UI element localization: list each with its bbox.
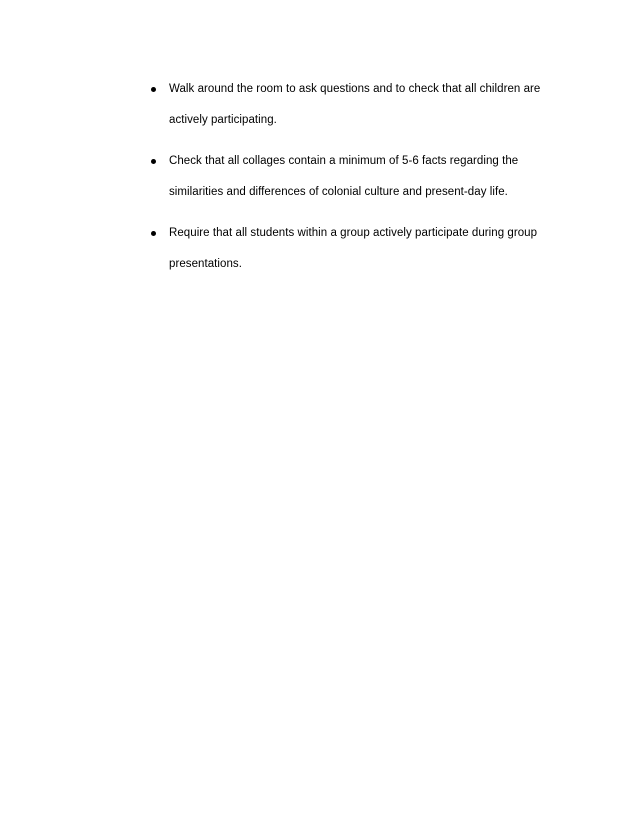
- bullet-icon: [148, 74, 158, 105]
- bullet-text: Walk around the room to ask questions and to check that all children are actively participating.: [169, 83, 541, 126]
- bullet-text: Require that all students within a group actively participate during group presentations.: [169, 227, 538, 270]
- bullet-text: Check that all collages contain a minimum of 5-6 facts regarding the similarities and differences of colonial culture and present-day life.: [169, 155, 519, 198]
- bullet-list: [148, 74, 568, 290]
- list-item: [148, 218, 568, 280]
- list-item: [148, 146, 568, 208]
- bullet-icon: [148, 218, 158, 249]
- bullet-icon: [148, 146, 158, 177]
- list-item: [148, 74, 568, 136]
